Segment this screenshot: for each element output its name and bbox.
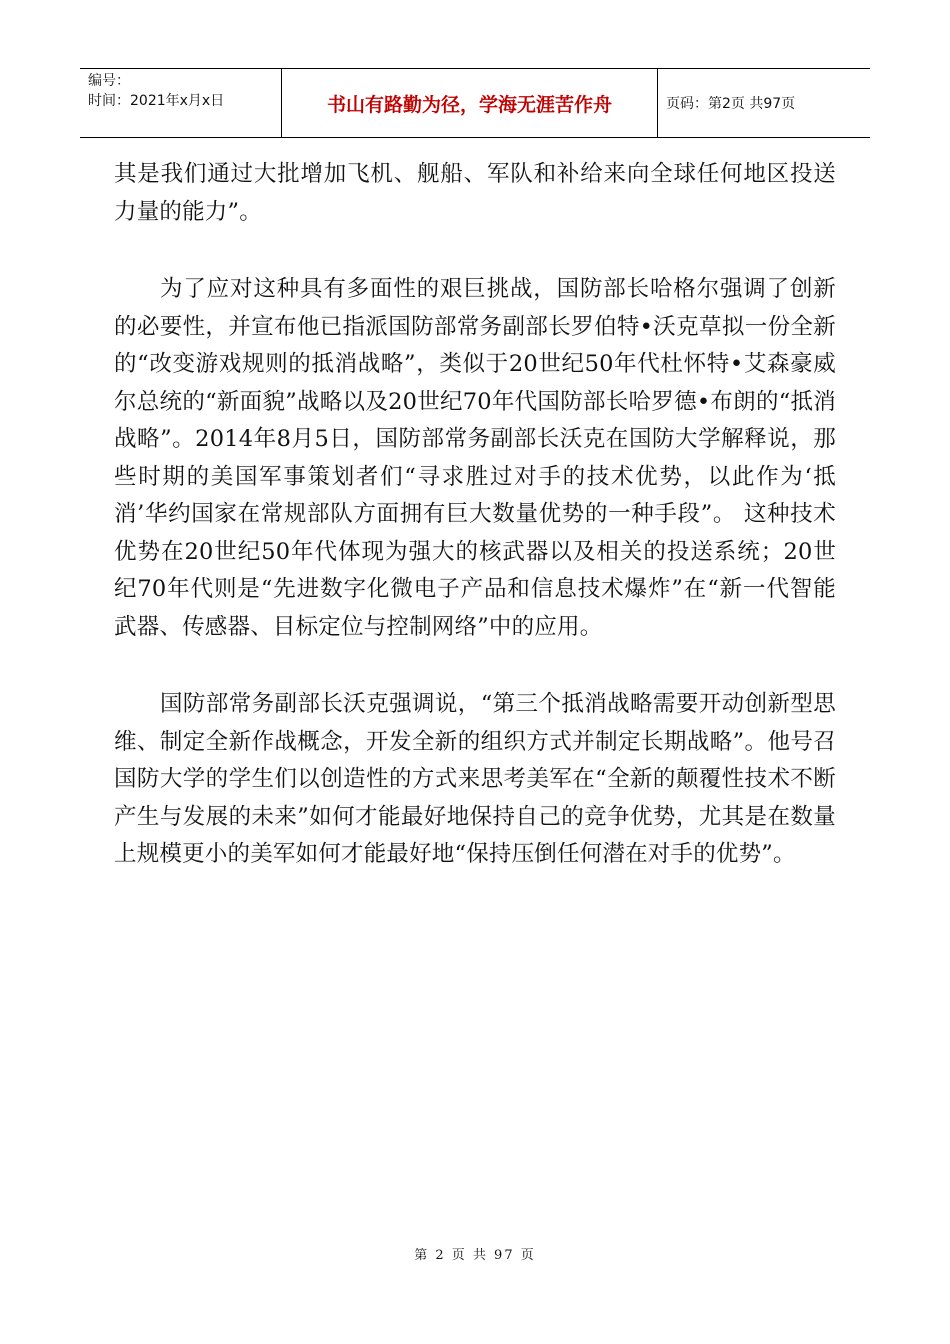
paragraph-continuation: 其是我们通过大批增加飞机、舰船、军队和补给来向全球任何地区投送力量的能力”。 — [114, 161, 836, 225]
paragraph: 国防部常务副部长沃克强调说，“第三个抵消战略需要开动创新型思维、制定全新作战概念，开发全新的组织方式并制定长期战略”。他号召国防大学的学生们以创造性的方式来思考美军在“全新的颠覆性技术不断产生与发展的未来”如何才能最好地保持自己的竞争优势，尤其是在数量上规模更小的美军如何才能最好地“保持压倒任何潜在对手的优势”。 — [114, 691, 836, 867]
header-page-info: 页码：第2页 共97页 — [666, 96, 796, 112]
page-footer: 第 2 页 共 97 页 — [414, 1248, 536, 1263]
page-header — [80, 68, 870, 138]
time-label: 时间：2021年x月x日 — [88, 93, 225, 109]
document-body — [114, 156, 836, 874]
header-motto: 书山有路勤为径，学海无涯苦作舟 — [282, 69, 658, 137]
paragraph: 为了应对这种具有多面性的艰巨挑战，国防部长哈格尔强调了创新的必要性，并宣布他已指派国防部常务副部长罗伯特•沃克草拟一份全新的“改变游戏规则的抵消战略”，类似于20世纪50年代杜怀特•艾森豪威尔总统的“新面貌”战略以及20世纪70年代国防部长哈罗德•布朗的“抵消战略”。2014年8月5日，国防部常务副部长沃克在国防大学解释说，那些时期的美国军事策划者们“寻求胜过对手的技术优势，以此作为‘抵消’华约国家在常规部队方面拥有巨大数量优势的一种手段”。 这种技术优势在20世纪50年代体现为强大的核武器以及相关的投送系统；20世纪70年代则是“先进数字化微电子产品和信息技术爆炸”在“新一代智能武器、传感器、目标定位与控制网络”中的应用。 — [114, 276, 836, 640]
number-label: 编号： — [88, 73, 130, 89]
header-meta — [80, 69, 282, 137]
